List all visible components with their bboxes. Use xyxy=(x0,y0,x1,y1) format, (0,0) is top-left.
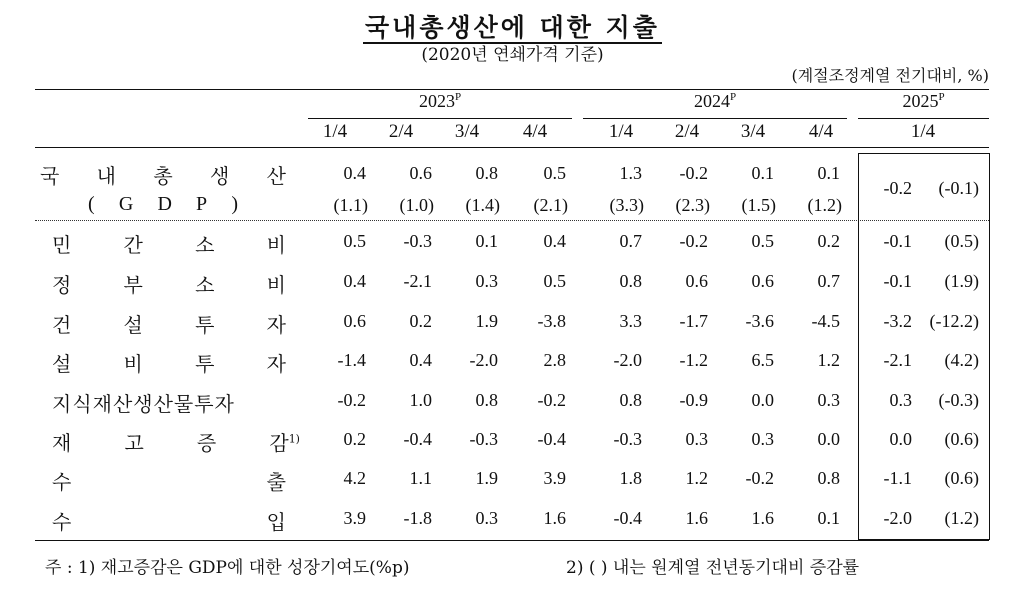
row-label-gdp-abbr: ( G D P ) xyxy=(88,193,238,215)
gdp-yoy-value: (1.2) xyxy=(807,195,842,215)
row-label-char: 비 xyxy=(266,233,286,257)
cell-value: -0.4 xyxy=(537,429,566,449)
cell-value: -1.8 xyxy=(403,508,432,528)
year-underline-2025 xyxy=(858,118,989,119)
cell-value: 0.8 xyxy=(619,271,642,291)
cell-value: 0.0 xyxy=(751,390,774,410)
cell-value: 0.2 xyxy=(817,231,840,251)
cell-value: 3.3 xyxy=(619,311,642,331)
year-2023: $2023^P$ xyxy=(418,91,462,111)
cell-value: -0.2 xyxy=(337,390,366,410)
row-label-char: 출 xyxy=(266,470,286,494)
row-label xyxy=(52,388,286,417)
latest-value: -0.1 xyxy=(883,271,912,291)
cell-value: 0.3 xyxy=(751,429,774,449)
cell-value: -0.3 xyxy=(613,429,642,449)
cell-value: 6.5 xyxy=(751,350,774,370)
row-label-char: 지식재산생산물투자 xyxy=(52,392,235,416)
gdp-value: 0.1 xyxy=(751,163,774,183)
bottom-rule xyxy=(35,540,989,541)
footnote-1: 주 : 1) 재고증감은 GDP에 대한 성장기여도(%p) xyxy=(45,558,410,578)
cell-value: -0.3 xyxy=(469,429,498,449)
cell-value: 1.2 xyxy=(685,468,708,488)
cell-value: -0.9 xyxy=(679,390,708,410)
gdp-latest-value: -0.2 xyxy=(883,178,912,198)
row-label xyxy=(52,466,286,495)
row-label xyxy=(52,229,286,258)
footnote-2: 2) ( ) 내는 원계열 전년동기대비 증감률 xyxy=(566,558,860,578)
row-label-char: 입 xyxy=(266,510,286,534)
cell-value: 1.8 xyxy=(619,468,642,488)
latest-yoy-value: (1.9) xyxy=(944,271,979,291)
quarter-header: 4/4 xyxy=(808,121,834,142)
gdp-yoy-value: (2.3) xyxy=(675,195,710,215)
cell-value: -4.5 xyxy=(811,311,840,331)
row-label-char: 설 xyxy=(52,352,72,376)
cell-value: 0.5 xyxy=(751,231,774,251)
latest-yoy-value: (0.6) xyxy=(944,468,979,488)
row-label-char: 비 xyxy=(123,352,143,376)
year-2024: $2024^P$ xyxy=(693,91,737,111)
gdp-value: 1.3 xyxy=(619,163,642,183)
cell-value: 0.3 xyxy=(475,508,498,528)
cell-value: 1.6 xyxy=(751,508,774,528)
cell-value: 0.4 xyxy=(409,350,432,370)
cell-value: 1.1 xyxy=(409,468,432,488)
gdp-yoy-value: (1.4) xyxy=(465,195,500,215)
gdp-value: 0.5 xyxy=(543,163,566,183)
gdp-latest-yoy: (-0.1) xyxy=(938,178,979,198)
cell-value: 0.5 xyxy=(543,271,566,291)
cell-value: -1.2 xyxy=(679,350,708,370)
row-label-char: 감$^{1)}$ xyxy=(269,431,300,455)
table-subtitle: (2020년 연쇄가격 기준) xyxy=(421,45,604,65)
gdp-value: 0.8 xyxy=(475,163,498,183)
cell-value: -0.4 xyxy=(613,508,642,528)
latest-yoy-value: (0.6) xyxy=(944,429,979,449)
quarter-header: 4/4 xyxy=(522,121,548,142)
row-label-char: 부 xyxy=(123,273,143,297)
cell-value: 1.6 xyxy=(543,508,566,528)
latest-yoy-value: (1.2) xyxy=(944,508,979,528)
latest-yoy-value: (-0.3) xyxy=(938,390,979,410)
row-label-char: 비 xyxy=(266,273,286,297)
gdp-value: 0.4 xyxy=(343,163,366,183)
cell-value: 0.7 xyxy=(817,271,840,291)
cell-value: -0.2 xyxy=(679,231,708,251)
cell-value: 0.2 xyxy=(409,311,432,331)
row-label-char: 민 xyxy=(52,233,72,257)
latest-value: -0.1 xyxy=(883,231,912,251)
cell-value: 1.9 xyxy=(475,311,498,331)
row-label-char: 자 xyxy=(266,313,286,337)
table-title: 국내총생산에 대한 지출 xyxy=(365,13,660,42)
row-label-char: 정 xyxy=(52,273,72,297)
year-underline-2023 xyxy=(308,118,572,119)
quarter-header: 1/4 xyxy=(910,121,936,142)
row-label-char: 건 xyxy=(52,313,72,337)
row-label-char: 설 xyxy=(123,313,143,337)
gdp-value: 0.1 xyxy=(817,163,840,183)
latest-value: 0.3 xyxy=(889,390,912,410)
cell-value: -3.6 xyxy=(745,311,774,331)
unit-note: (계절조정계열 전기대비, %) xyxy=(791,66,989,85)
row-label-char: 수 xyxy=(52,470,72,494)
header-rule xyxy=(35,147,989,148)
row-label-char: 투 xyxy=(195,313,215,337)
cell-value: -3.8 xyxy=(537,311,566,331)
latest-yoy-value: (0.5) xyxy=(944,231,979,251)
latest-value: -3.2 xyxy=(883,311,912,331)
row-label-char: 소 xyxy=(195,233,215,257)
latest-yoy-value: (-12.2) xyxy=(929,311,979,331)
cell-value: 0.6 xyxy=(343,311,366,331)
cell-value: 0.8 xyxy=(475,390,498,410)
row-label xyxy=(52,309,286,338)
cell-value: 3.9 xyxy=(343,508,366,528)
quarter-header: 2/4 xyxy=(674,121,700,142)
cell-value: 0.1 xyxy=(475,231,498,251)
row-label-gdp: 국 내 총 생 산 xyxy=(40,164,286,188)
cell-value: -1.4 xyxy=(337,350,366,370)
row-label-char: 소 xyxy=(195,273,215,297)
gdp-yoy-value: (1.1) xyxy=(333,195,368,215)
gdp-value: 0.6 xyxy=(409,163,432,183)
gdp-yoy-value: (1.0) xyxy=(399,195,434,215)
cell-value: -2.0 xyxy=(469,350,498,370)
row-label-char: 수 xyxy=(52,510,72,534)
cell-value: 0.5 xyxy=(343,231,366,251)
row-label-char: 증 xyxy=(196,431,217,455)
row-label-char: 투 xyxy=(195,352,215,376)
cell-value: -0.4 xyxy=(403,429,432,449)
cell-value: 1.6 xyxy=(685,508,708,528)
cell-value: 0.7 xyxy=(619,231,642,251)
row-label xyxy=(52,269,286,298)
cell-value: -0.2 xyxy=(745,468,774,488)
cell-value: 2.8 xyxy=(543,350,566,370)
gdp-value: -0.2 xyxy=(679,163,708,183)
cell-value: 0.8 xyxy=(619,390,642,410)
cell-value: 1.0 xyxy=(409,390,432,410)
gdp-divider xyxy=(35,220,989,221)
gdp-yoy-value: (1.5) xyxy=(741,195,776,215)
footnote-marker: 1) xyxy=(288,432,300,446)
row-label xyxy=(52,348,286,377)
year-2025: $2025^P$ xyxy=(902,91,945,111)
cell-value: -1.7 xyxy=(679,311,708,331)
cell-value: 0.2 xyxy=(343,429,366,449)
quarter-header: 2/4 xyxy=(388,121,414,142)
quarter-header: 3/4 xyxy=(454,121,480,142)
cell-value: -2.1 xyxy=(403,271,432,291)
quarter-header: 1/4 xyxy=(322,121,348,142)
top-rule xyxy=(35,89,989,90)
gdp-yoy-value: (3.3) xyxy=(609,195,644,215)
cell-value: 0.4 xyxy=(543,231,566,251)
cell-value: 0.8 xyxy=(817,468,840,488)
cell-value: 0.4 xyxy=(343,271,366,291)
latest-value: -1.1 xyxy=(883,468,912,488)
cell-value: 1.9 xyxy=(475,468,498,488)
row-label-char: 고 xyxy=(124,431,144,455)
latest-yoy-value: (4.2) xyxy=(944,350,979,370)
cell-value: 0.3 xyxy=(685,429,708,449)
cell-value: 3.9 xyxy=(543,468,566,488)
cell-value: -2.0 xyxy=(613,350,642,370)
cell-value: 1.2 xyxy=(817,350,840,370)
row-label-char: 재 xyxy=(52,431,72,455)
row-label-char: 자 xyxy=(266,352,286,376)
cell-value: 0.3 xyxy=(475,271,498,291)
quarter-header: 1/4 xyxy=(608,121,634,142)
cell-value: -0.3 xyxy=(403,231,432,251)
cell-value: 0.1 xyxy=(817,508,840,528)
cell-value: 0.6 xyxy=(685,271,708,291)
cell-value: 4.2 xyxy=(343,468,366,488)
latest-value: -2.1 xyxy=(883,350,912,370)
latest-value: -2.0 xyxy=(883,508,912,528)
quarter-header: 3/4 xyxy=(740,121,766,142)
cell-value: -0.2 xyxy=(537,390,566,410)
cell-value: 0.3 xyxy=(817,390,840,410)
row-label xyxy=(52,506,286,535)
year-underline-2024 xyxy=(583,118,847,119)
cell-value: 0.0 xyxy=(817,429,840,449)
latest-value: 0.0 xyxy=(889,429,912,449)
row-label xyxy=(52,427,300,456)
cell-value: 0.6 xyxy=(751,271,774,291)
gdp-yoy-value: (2.1) xyxy=(533,195,568,215)
row-label-char: 간 xyxy=(123,233,143,257)
